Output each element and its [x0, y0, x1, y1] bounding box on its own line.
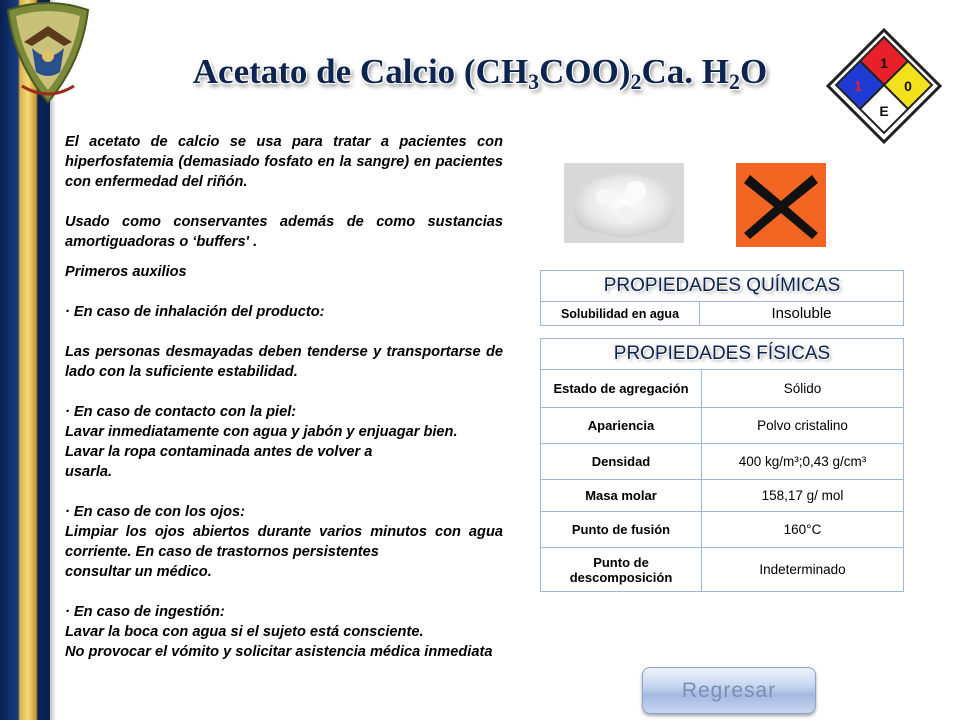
first-aid-eyes-text: consultar un médico. [65, 564, 212, 580]
description-paragraph: El acetato de calcio se usa para tratar a pacientes con hiperfosfatemia (demasiado fosfato en la sangre) en pacientes con enfermedad del riñón. [65, 134, 503, 190]
chemical-properties-heading: PROPIEDADES QUÍMICAS [541, 271, 904, 302]
nfpa-flammability-value: 1 [880, 55, 888, 71]
property-label: Punto de fusión [541, 512, 702, 548]
property-label: Apariencia [541, 408, 702, 444]
first-aid-section [65, 262, 503, 662]
description-section [65, 132, 503, 252]
harmful-irritant-x-icon [736, 163, 826, 247]
nfpa-hazard-diamond [826, 28, 942, 144]
property-value: Insoluble [700, 302, 904, 326]
first-aid-skin-text: Lavar inmediatamente con agua y jabón y enjuagar bien. [65, 424, 458, 440]
property-label: Masa molar [541, 480, 702, 512]
first-aid-skin-text: Lavar la ropa contaminada antes de volver a [65, 444, 373, 460]
chemical-properties-table [540, 270, 904, 326]
property-value: 400 kg/m³;0,43 g/cm³ [702, 444, 904, 480]
first-aid-heading: Primeros auxilios [65, 264, 187, 280]
first-aid-eyes-title: · En caso de con los ojos: [65, 504, 246, 520]
first-aid-eyes-text: Limpiar los ojos abiertos durante varios minutos con agua corriente. En caso de trastornos persistentes [65, 524, 503, 560]
university-crest-logo [2, 2, 94, 110]
property-value: 160°C [702, 512, 904, 548]
physical-properties-table [540, 338, 904, 592]
page-title: Acetato de Calcio $(CH_3COO)_2Ca$. $H_2O$ [192, 52, 768, 94]
property-label: Estado de agregación [541, 370, 702, 408]
property-label: Punto de descomposición [541, 548, 702, 592]
property-value: Polvo cristalino [702, 408, 904, 444]
back-button[interactable]: Regresar [642, 667, 816, 714]
first-aid-skin-title: · En caso de contacto con la piel: [65, 404, 297, 420]
nfpa-health-value: 1 [854, 78, 862, 94]
nfpa-special-value: E [879, 103, 889, 119]
calcium-acetate-powder-photo [564, 163, 684, 243]
property-value: 158,17 g/ mol [702, 480, 904, 512]
property-label: Densidad [541, 444, 702, 480]
nfpa-reactivity-value: 0 [904, 78, 912, 94]
first-aid-ingestion-text: No provocar el vómito y solicitar asistencia médica inmediata [65, 644, 493, 660]
property-value: Sólido [702, 370, 904, 408]
description-paragraph: Usado como conservantes además de como sustancias amortiguadoras o ‘buffers' . [65, 214, 503, 250]
first-aid-inhalation-title: · En caso de inhalación del producto: [65, 304, 325, 320]
physical-properties-heading: PROPIEDADES FÍSICAS [541, 339, 904, 370]
first-aid-skin-text: usarla. [65, 464, 113, 480]
property-label: Solubilidad en agua [541, 302, 700, 326]
first-aid-inhalation-text: Las personas desmayadas deben tenderse y transportarse de lado con la suficiente estabilidad. [65, 344, 503, 380]
first-aid-ingestion-text: Lavar la boca con agua si el sujeto está consciente. [65, 624, 424, 640]
first-aid-ingestion-title: · En caso de ingestión: [65, 604, 225, 620]
property-value: Indeterminado [702, 548, 904, 592]
